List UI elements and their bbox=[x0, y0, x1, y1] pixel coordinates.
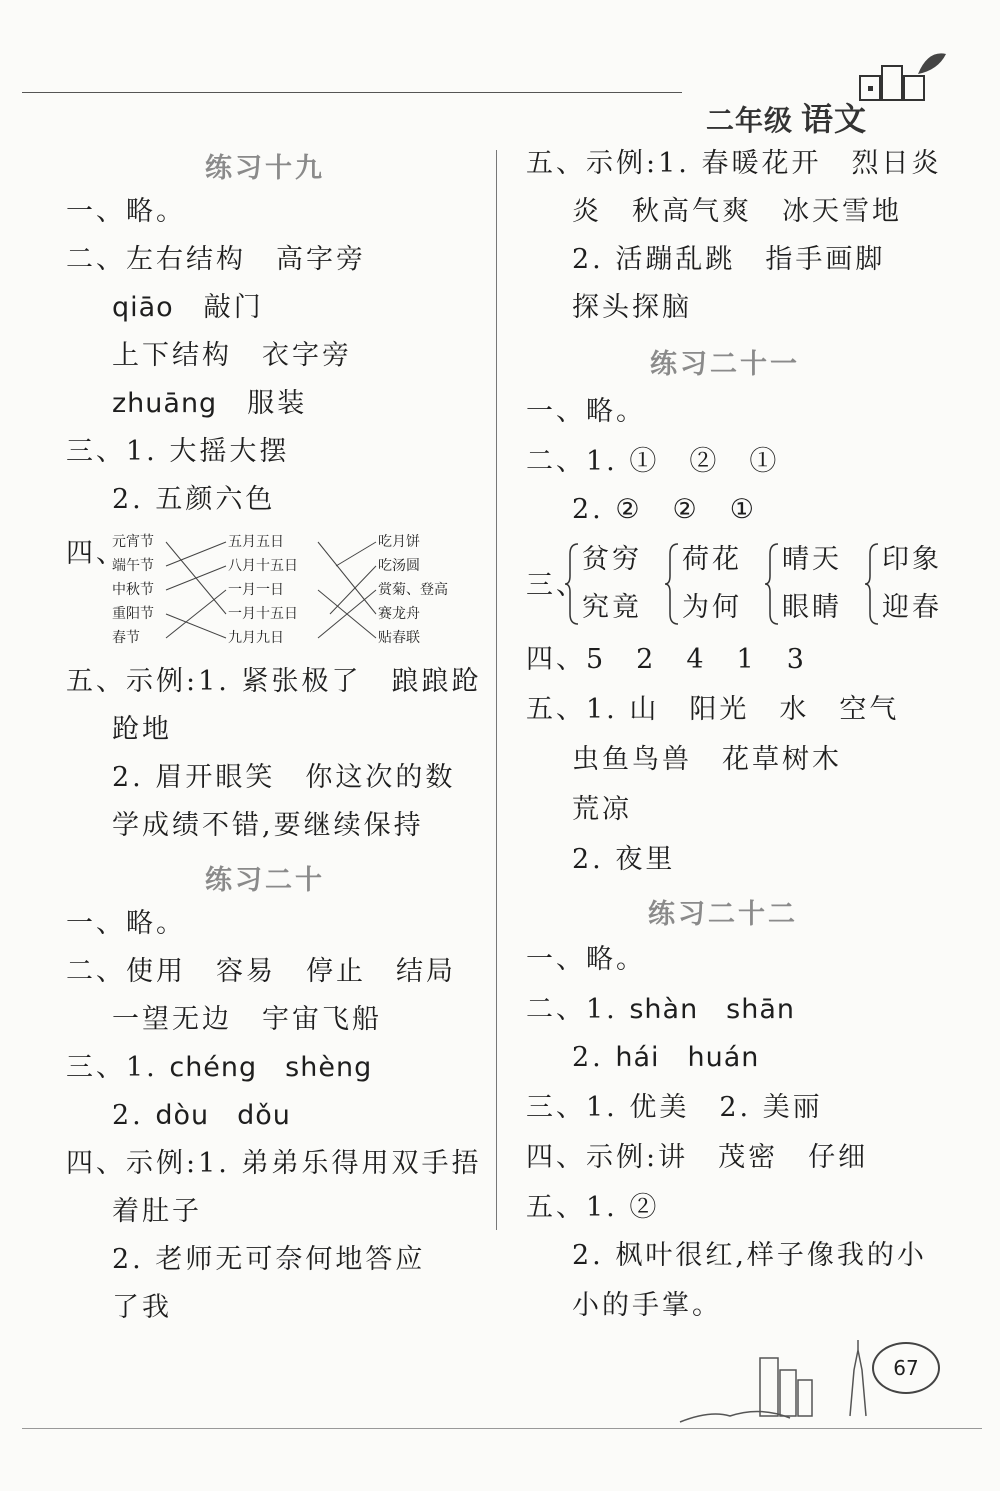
answer-line: 探头探脑 bbox=[572, 292, 692, 323]
answer-line: 虫鱼鸟兽 花草树木 bbox=[572, 744, 842, 775]
answer-line: 四、5 2 4 1 3 bbox=[526, 644, 807, 675]
pair-word: 究竟 bbox=[582, 592, 642, 623]
item-prefix: 二、1. bbox=[526, 994, 630, 1025]
answer-line: 炎 秋高气爽 冰天雪地 bbox=[572, 196, 902, 227]
answer-line: 学成绩不错,要继续保持 bbox=[112, 810, 424, 841]
word: 服装 bbox=[247, 388, 308, 419]
answer-line: 一望无边 宇宙飞船 bbox=[112, 1004, 382, 1035]
answer-line: 2. 老师无可奈何地答应 bbox=[112, 1244, 426, 1275]
answer-line: 小的手掌。 bbox=[572, 1290, 722, 1321]
pinyin: qiāo bbox=[112, 292, 174, 323]
answer-line: 2. 夜里 bbox=[572, 844, 676, 875]
match-line bbox=[166, 614, 226, 638]
match-line bbox=[166, 566, 226, 590]
item-prefix: 2. bbox=[112, 1100, 156, 1131]
answer-line: 二、使用 容易 停止 结局 bbox=[66, 956, 456, 987]
brace-icon bbox=[564, 542, 580, 626]
item-prefix: 2. bbox=[572, 1042, 616, 1073]
answer-line: 上下结构 衣字旁 bbox=[112, 340, 352, 371]
pinyin: chéng shèng bbox=[169, 1052, 373, 1083]
match-line bbox=[166, 542, 226, 566]
match-item: 贴春联 bbox=[378, 630, 420, 646]
section-title-22: 练习二十二 bbox=[648, 899, 798, 930]
pair-word: 印象 bbox=[882, 544, 942, 575]
answer-line: 二、1. ① ② ① bbox=[526, 446, 780, 477]
match-item: 中秋节 bbox=[112, 582, 154, 598]
answer-line: 一、略。 bbox=[526, 944, 646, 975]
section-title-21: 练习二十一 bbox=[650, 349, 800, 380]
answer-line bbox=[66, 1054, 372, 1081]
match-item: 赛龙舟 bbox=[378, 606, 420, 622]
answer-line: 三、1. 优美 2. 美丽 bbox=[526, 1092, 823, 1123]
pair-word: 眼睛 bbox=[782, 592, 842, 623]
page-number: 67 bbox=[872, 1342, 940, 1394]
pinyin: shàn shān bbox=[629, 994, 796, 1025]
answer-line bbox=[572, 1044, 759, 1071]
answer-line: 三、1. 大摇大摆 bbox=[66, 436, 290, 467]
match-item: 九月九日 bbox=[228, 630, 284, 646]
match-line bbox=[330, 566, 376, 614]
answer-line: 2. 五颜六色 bbox=[112, 484, 276, 515]
pair-word: 贫穷 bbox=[582, 544, 642, 575]
match-item: 赏菊、登高 bbox=[378, 582, 448, 598]
city-skyline-icon bbox=[670, 1340, 870, 1430]
answer-line: 了我 bbox=[112, 1292, 172, 1323]
section-title-20: 练习二十 bbox=[205, 865, 325, 896]
answer-label: 三、 bbox=[526, 570, 586, 601]
matching-label: 四、 bbox=[66, 538, 126, 569]
match-line bbox=[336, 542, 376, 566]
answer-line: 一、略。 bbox=[526, 396, 646, 427]
answer-line: 跄地 bbox=[112, 714, 172, 745]
answer-line: 二、左右结构 高字旁 bbox=[66, 244, 366, 275]
grade-label: 二年级 bbox=[706, 104, 794, 137]
answer-line bbox=[112, 1102, 291, 1129]
answer-line: 五、1. ② bbox=[526, 1192, 660, 1223]
answer-line: 2. 枫叶很红,样子像我的小 bbox=[572, 1240, 927, 1271]
pair-word: 迎春 bbox=[882, 592, 942, 623]
match-item: 春节 bbox=[112, 630, 140, 646]
pinyin: dòu dǒu bbox=[155, 1100, 291, 1131]
answer-line: 荒凉 bbox=[572, 794, 632, 825]
answer-line bbox=[526, 996, 795, 1023]
answer-line: 五、示例:1. 紧张极了 踉踉跄 bbox=[66, 666, 482, 697]
brace-icon bbox=[664, 542, 680, 626]
pinyin: hái huán bbox=[615, 1042, 760, 1073]
brace-icon bbox=[864, 542, 880, 626]
answer-line: 四、示例:1. 弟弟乐得用双手捂 bbox=[66, 1148, 482, 1179]
match-item: 五月五日 bbox=[228, 534, 284, 550]
item-prefix: 三、1. bbox=[66, 1052, 170, 1083]
pair-word: 晴天 bbox=[782, 544, 842, 575]
answer-line: 一、略。 bbox=[66, 196, 186, 227]
answer-line: 四、示例:讲 茂密 仔细 bbox=[526, 1142, 869, 1173]
match-line bbox=[318, 542, 376, 614]
match-line bbox=[166, 590, 226, 638]
subject-label: 语文 bbox=[801, 100, 868, 138]
answer-line: 一、略。 bbox=[66, 908, 186, 939]
pinyin: zhuāng bbox=[112, 388, 218, 419]
footer-rule bbox=[22, 1428, 982, 1429]
answer-line: 着肚子 bbox=[112, 1196, 202, 1227]
brace-icon bbox=[764, 542, 780, 626]
answer-line: 五、示例:1. 春暖花开 烈日炎 bbox=[526, 148, 942, 179]
answer-line: 五、1. 山 阳光 水 空气 bbox=[526, 694, 900, 725]
section-title-19: 练习十九 bbox=[205, 153, 325, 184]
match-item: 一月一日 bbox=[228, 582, 284, 598]
match-item: 吃月饼 bbox=[378, 534, 420, 550]
answer-line: 2. 活蹦乱跳 指手画脚 bbox=[572, 244, 886, 275]
match-item: 八月十五日 bbox=[228, 558, 298, 574]
pair-word: 荷花 bbox=[682, 544, 742, 575]
match-item: 重阳节 bbox=[112, 606, 154, 622]
match-item: 吃汤圆 bbox=[378, 558, 420, 574]
answer-line: 2. 眉开眼笑 你这次的数 bbox=[112, 762, 456, 793]
word: 敲门 bbox=[203, 292, 264, 323]
match-item: 元宵节 bbox=[112, 534, 154, 550]
match-item: 一月十五日 bbox=[228, 606, 298, 622]
match-item: 端午节 bbox=[112, 558, 154, 574]
pair-word: 为何 bbox=[682, 592, 742, 623]
answer-line: 2. ② ② ① bbox=[572, 494, 757, 525]
